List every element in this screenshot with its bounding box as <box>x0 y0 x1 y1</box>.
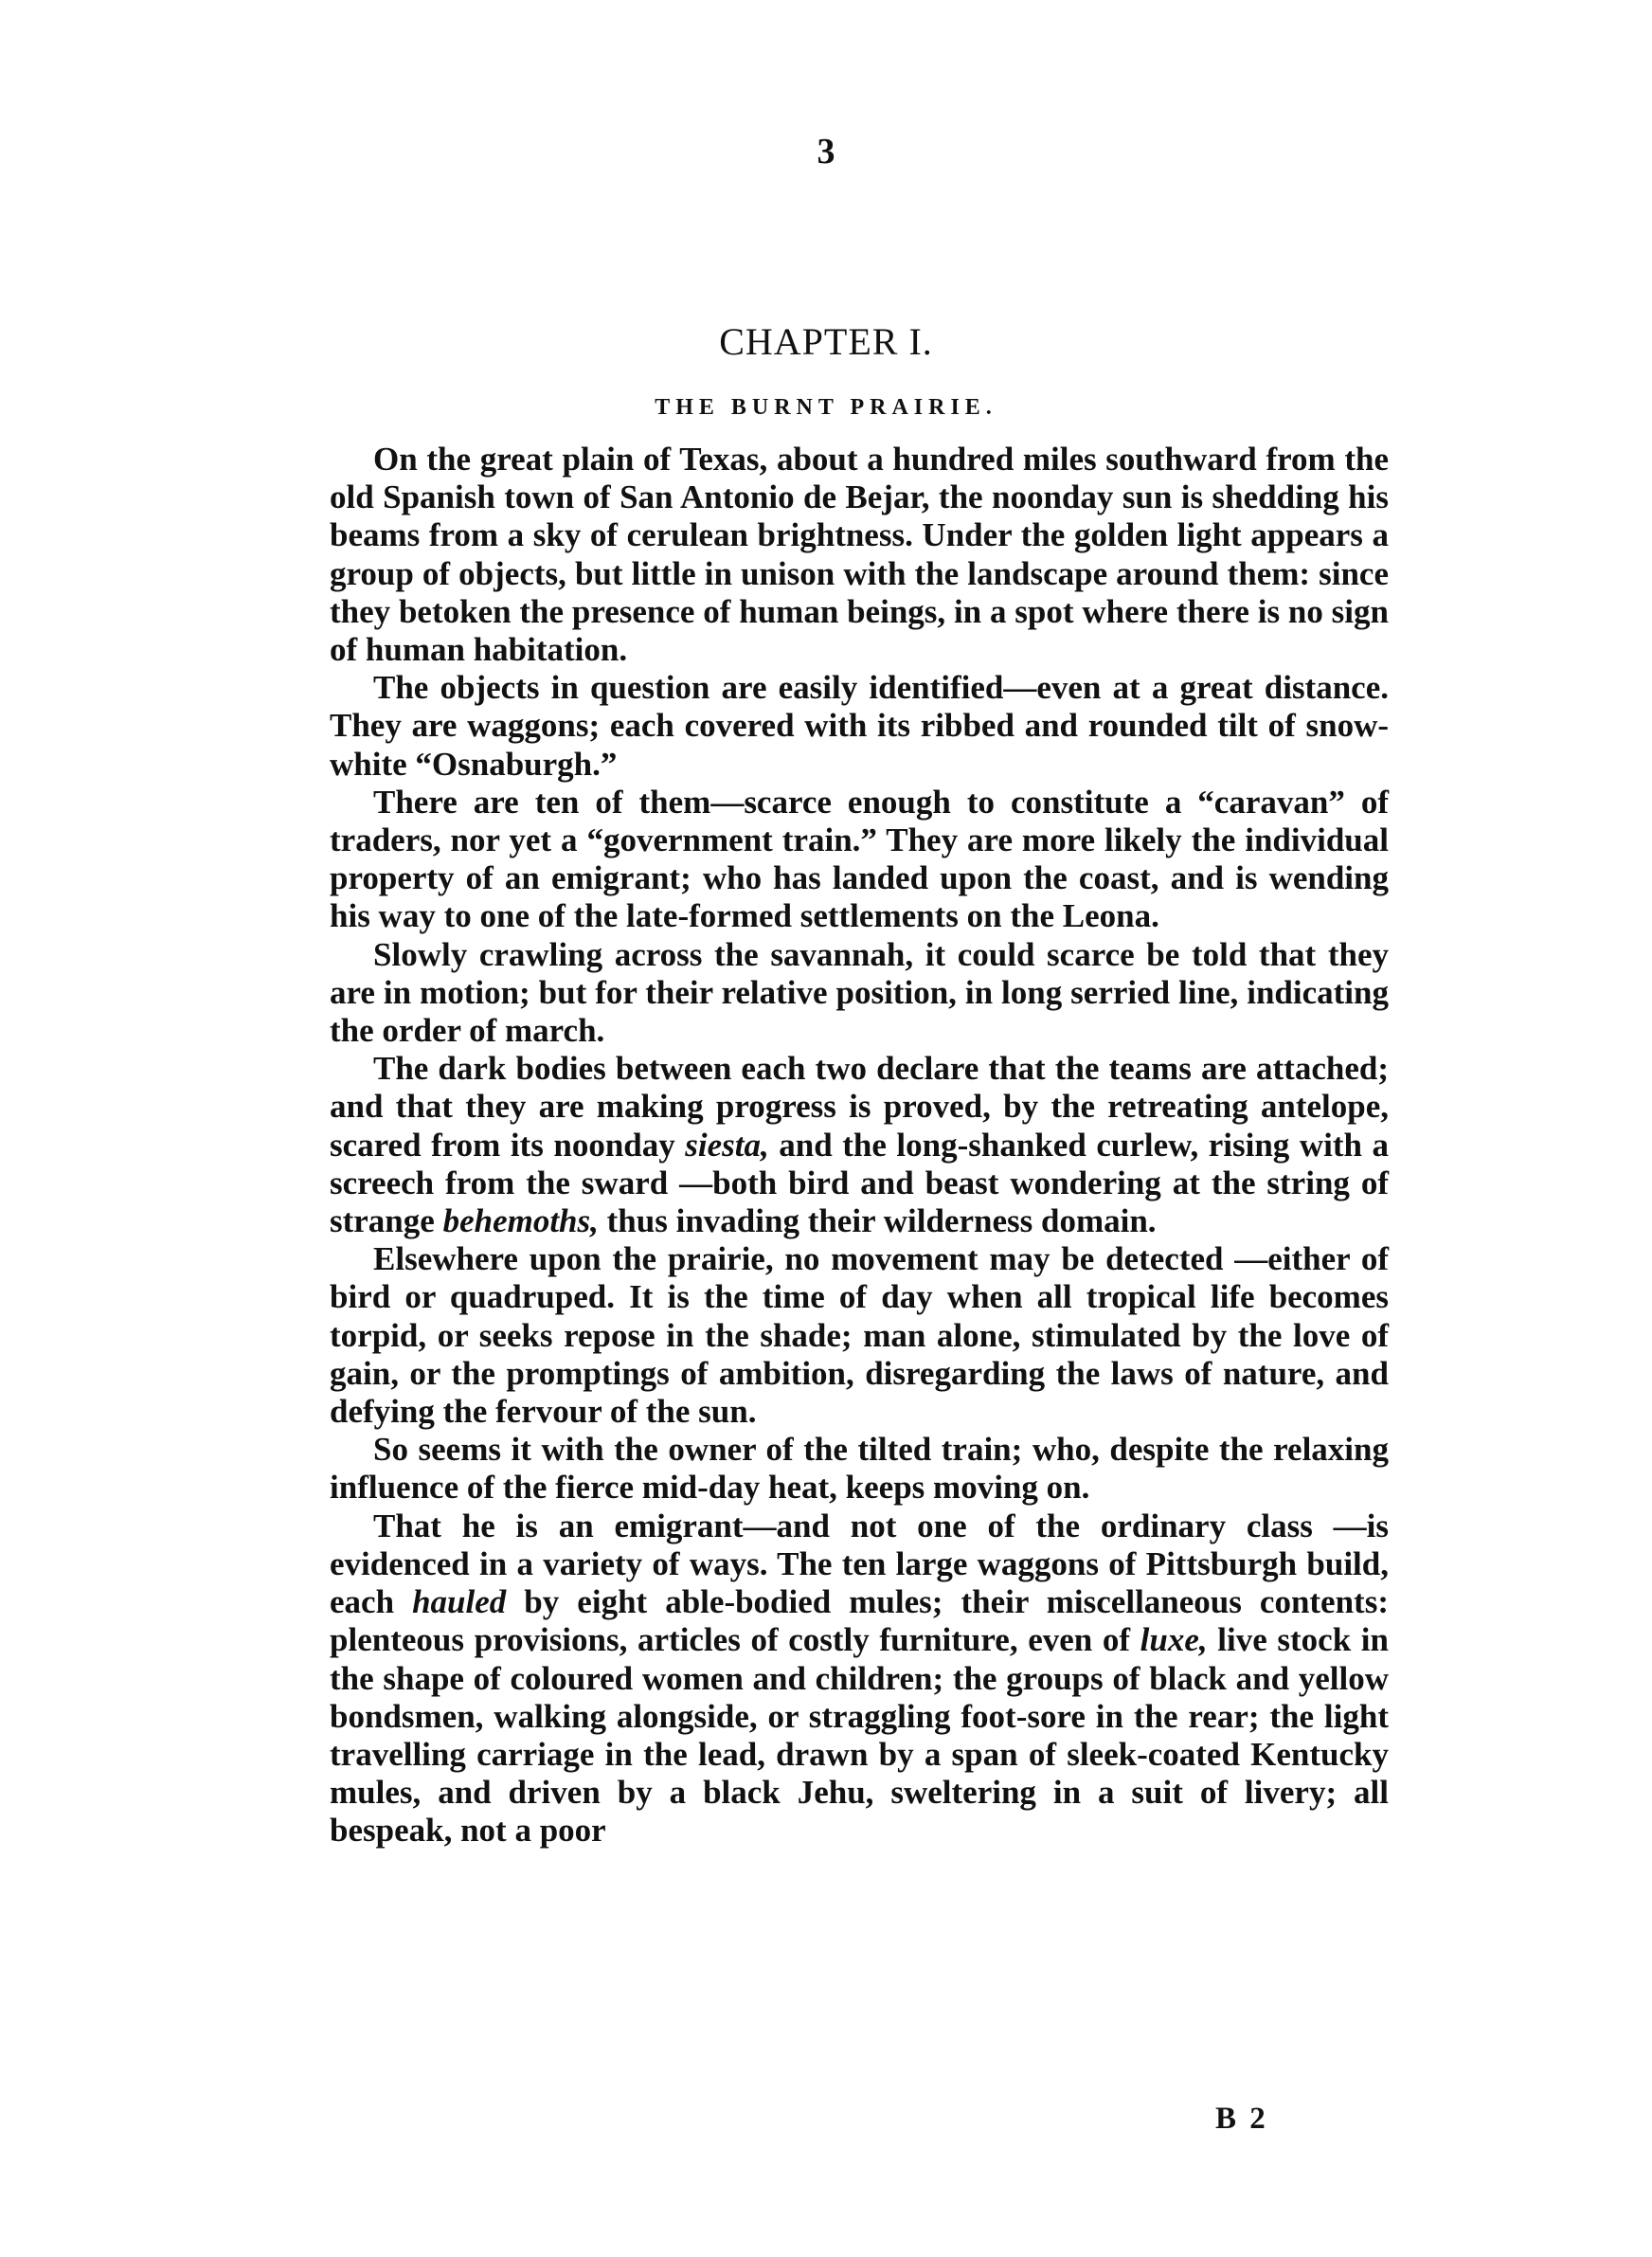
text-run: and the long-shanked curlew, rising with a screech from the sward —both bird and beast wondering at the string of strange <box>330 1126 1389 1240</box>
paragraph <box>330 1508 1389 1851</box>
chapter-subtitle: THE BURNT PRAIRIE. <box>655 395 997 420</box>
text-run: by eight able-bodied mules; their miscellaneous contents: plenteous provisions, articles of costly furniture, even of <box>330 1583 1389 1659</box>
text-run: On the great plain of Texas, about a hundred miles southward from the old Spanish town of San Antonio de Bejar, the noonday sun is shedding his beams from a sky of cerulean brightness. Under the golden light appears a group of objects, but little in unison with the landscape around them: since they betoken the presence of human beings, in a spot where there is no sign of human habitation. <box>330 441 1389 669</box>
text-run: live stock in the shape of coloured women and children; the groups of black and yellow bondsmen, walking alongside, or straggling foot-sore in the rear; the light travelling carriage in the lead, drawn by a span of sleek-coated Kentucky mules, and driven by a black Jehu, sweltering in a suit of livery; all bespeak, not a poor <box>330 1621 1389 1850</box>
page-number: 3 <box>817 132 835 172</box>
italic-text: luxe, <box>1140 1621 1208 1659</box>
italic-text: hauled <box>412 1583 507 1621</box>
paragraph <box>330 1431 1389 1507</box>
paragraph <box>330 936 1389 1051</box>
body-text <box>330 441 1389 1851</box>
chapter-heading: CHAPTER I. <box>719 320 933 363</box>
italic-text: siesta, <box>685 1126 769 1164</box>
text-run: The objects in question are easily identified—even at a great distance. They are waggons; each covered with its ribbed and rounded tilt of snow-white “Osnaburgh.” <box>330 669 1389 783</box>
paragraph <box>330 441 1389 669</box>
text-run: thus invading their wilderness domain. <box>598 1202 1157 1240</box>
italic-text: behemoths, <box>442 1202 599 1240</box>
paragraph <box>330 1240 1389 1431</box>
signature-mark: B 2 <box>1215 2102 1268 2136</box>
text-run: Elsewhere upon the prairie, no movement may be detected —either of bird or quadruped. It is the time of day when all tropical life becomes torpid, or seeks repose in the shade; man alone, stimulated by the love of gain, or the promptings of ambition, disregarding the laws of nature, and defying the fervour of the sun. <box>330 1240 1389 1431</box>
text-run: Slowly crawling across the savannah, it could scarce be told that they are in motion; but for their relative position, in long serried line, indicating the order of march. <box>330 935 1389 1050</box>
text-run: That he is an emigrant—and not one of the ordinary class —is evidenced in a variety of ways. The ten large waggons of Pittsburgh build, each <box>330 1507 1389 1621</box>
text-run: The dark bodies between each two declare that the teams are attached; and that they are making progress is proved, by the retreating antelope, scared from its noonday <box>330 1050 1389 1164</box>
text-run: There are ten of them—scarce enough to constitute a “caravan” of traders, nor yet a “government train.” They are more likely the individual property of an emigrant; who has landed upon the coast, and is wending his way to one of the late-formed settlements on the Leona. <box>330 783 1389 935</box>
paragraph <box>330 1050 1389 1240</box>
paragraph <box>330 784 1389 936</box>
text-run: So seems it with the owner of the tilted train; who, despite the relaxing influence of the fierce mid-day heat, keeps moving on. <box>330 1431 1389 1507</box>
paragraph <box>330 669 1389 784</box>
